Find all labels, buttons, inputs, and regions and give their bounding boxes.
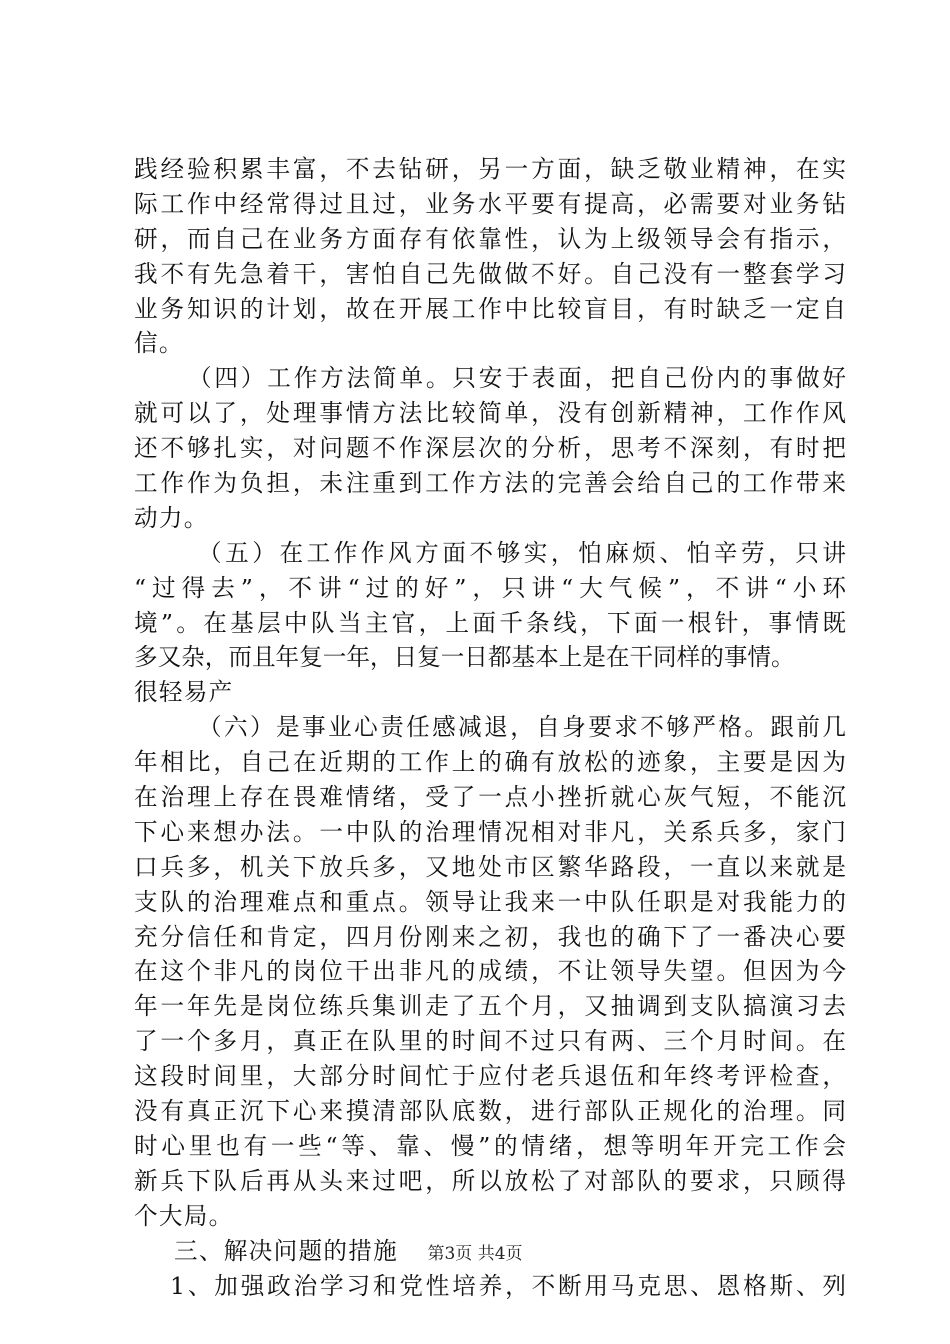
text-line: 际工作中经常得过且过，业务水平要有提高，必需要对业务钻 — [134, 189, 846, 218]
text-line: 还不够扎实，对问题不作深层次的分析，思考不深刻，有时把 — [134, 434, 846, 463]
text-line: 充分信任和肯定，四月份刚来之初，我也的确下了一番决心要 — [134, 922, 846, 951]
text-line: 在治理上存在畏难情绪，受了一点小挫折就心灰气短，不能沉 — [134, 783, 846, 812]
text-line: 信。 — [134, 329, 184, 358]
text-line: 很轻易产 — [134, 678, 234, 707]
text-line: 在这个非凡的岗位干出非凡的成绩，不让领导失望。但因为今 — [134, 957, 846, 986]
paragraph-heading-5: （五）在工作作风方面不够实，怕麻烦、怕辛劳，只讲 — [198, 538, 846, 567]
paragraph-heading-4: （四）工作方法简单。只安于表面，把自己份内的事做好 — [188, 364, 846, 393]
text-line: 支队的治理难点和重点。领导让我来一中队任职是对我能力的 — [134, 887, 846, 916]
measure-item-1: 1、加强政治学习和党性培养，不断用马克思、恩格斯、列 — [170, 1271, 846, 1300]
text-line: 多又杂，而且年复一年，日复一日都基本上是在干同样的事情。 — [134, 643, 795, 672]
text-line: 研，而自己在业务方面存有依靠性，认为上级领导会有指示， — [134, 224, 846, 253]
text-line: 我不有先急着干，害怕自己先做做不好。自己没有一整套学习 — [134, 259, 846, 288]
section-heading: 三、解决问题的措施 — [174, 1236, 399, 1265]
text-line: 这段时间里，大部分时间忙于应付老兵退伍和年终考评检查， — [134, 1062, 846, 1091]
text-line: 业务知识的计划，故在开展工作中比较盲目，有时缺乏一定自 — [134, 294, 846, 323]
document-body — [134, 152, 846, 1303]
text-line: 口兵多，机关下放兵多，又地处市区繁华路段，一直以来就是 — [134, 852, 846, 881]
paragraph-heading-6: （六）是事业心责任感减退，自身要求不够严格。跟前几 — [198, 713, 846, 742]
text-line: 年相比，自己在近期的工作上的确有放松的迹象，主要是因为 — [134, 748, 846, 777]
text-line: 工作作为负担，未注重到工作方法的完善会给自己的工作带来 — [134, 469, 846, 498]
text-line: “过得去”，不讲“过的好”，只讲“大气候”，不讲“小环 — [134, 573, 846, 602]
text-line: 下心来想办法。一中队的治理情况相对非凡，关系兵多，家门 — [134, 817, 846, 846]
text-line: 了一个多月，真正在队里的时间不过只有两、三个月时间。在 — [134, 1027, 846, 1056]
text-line: 年一年先是岗位练兵集训走了五个月，又抽调到支队搞演习去 — [134, 992, 846, 1021]
text-line: 境”。在基层中队当主官，上面千条线，下面一根针，事情既 — [134, 608, 846, 637]
text-line: 动力。 — [134, 503, 209, 532]
text-line: 新兵下队后再从头来过吧，所以放松了对部队的要求，只顾得 — [134, 1166, 846, 1195]
page-footer: 第3页 共4页 — [427, 1244, 523, 1264]
text-line: 时心里也有一些“等、靠、慢”的情绪，想等明年开完工作会 — [134, 1131, 846, 1160]
text-line: 就可以了，处理事情方法比较简单，没有创新精神，工作作风 — [134, 399, 846, 428]
text-line: 个大局。 — [134, 1201, 234, 1230]
text-line: 践经验积累丰富，不去钻研，另一方面，缺乏敬业精神，在实 — [134, 155, 846, 183]
text-line: 没有真正沉下心来摸清部队底数，进行部队正规化的治理。同 — [134, 1097, 846, 1126]
